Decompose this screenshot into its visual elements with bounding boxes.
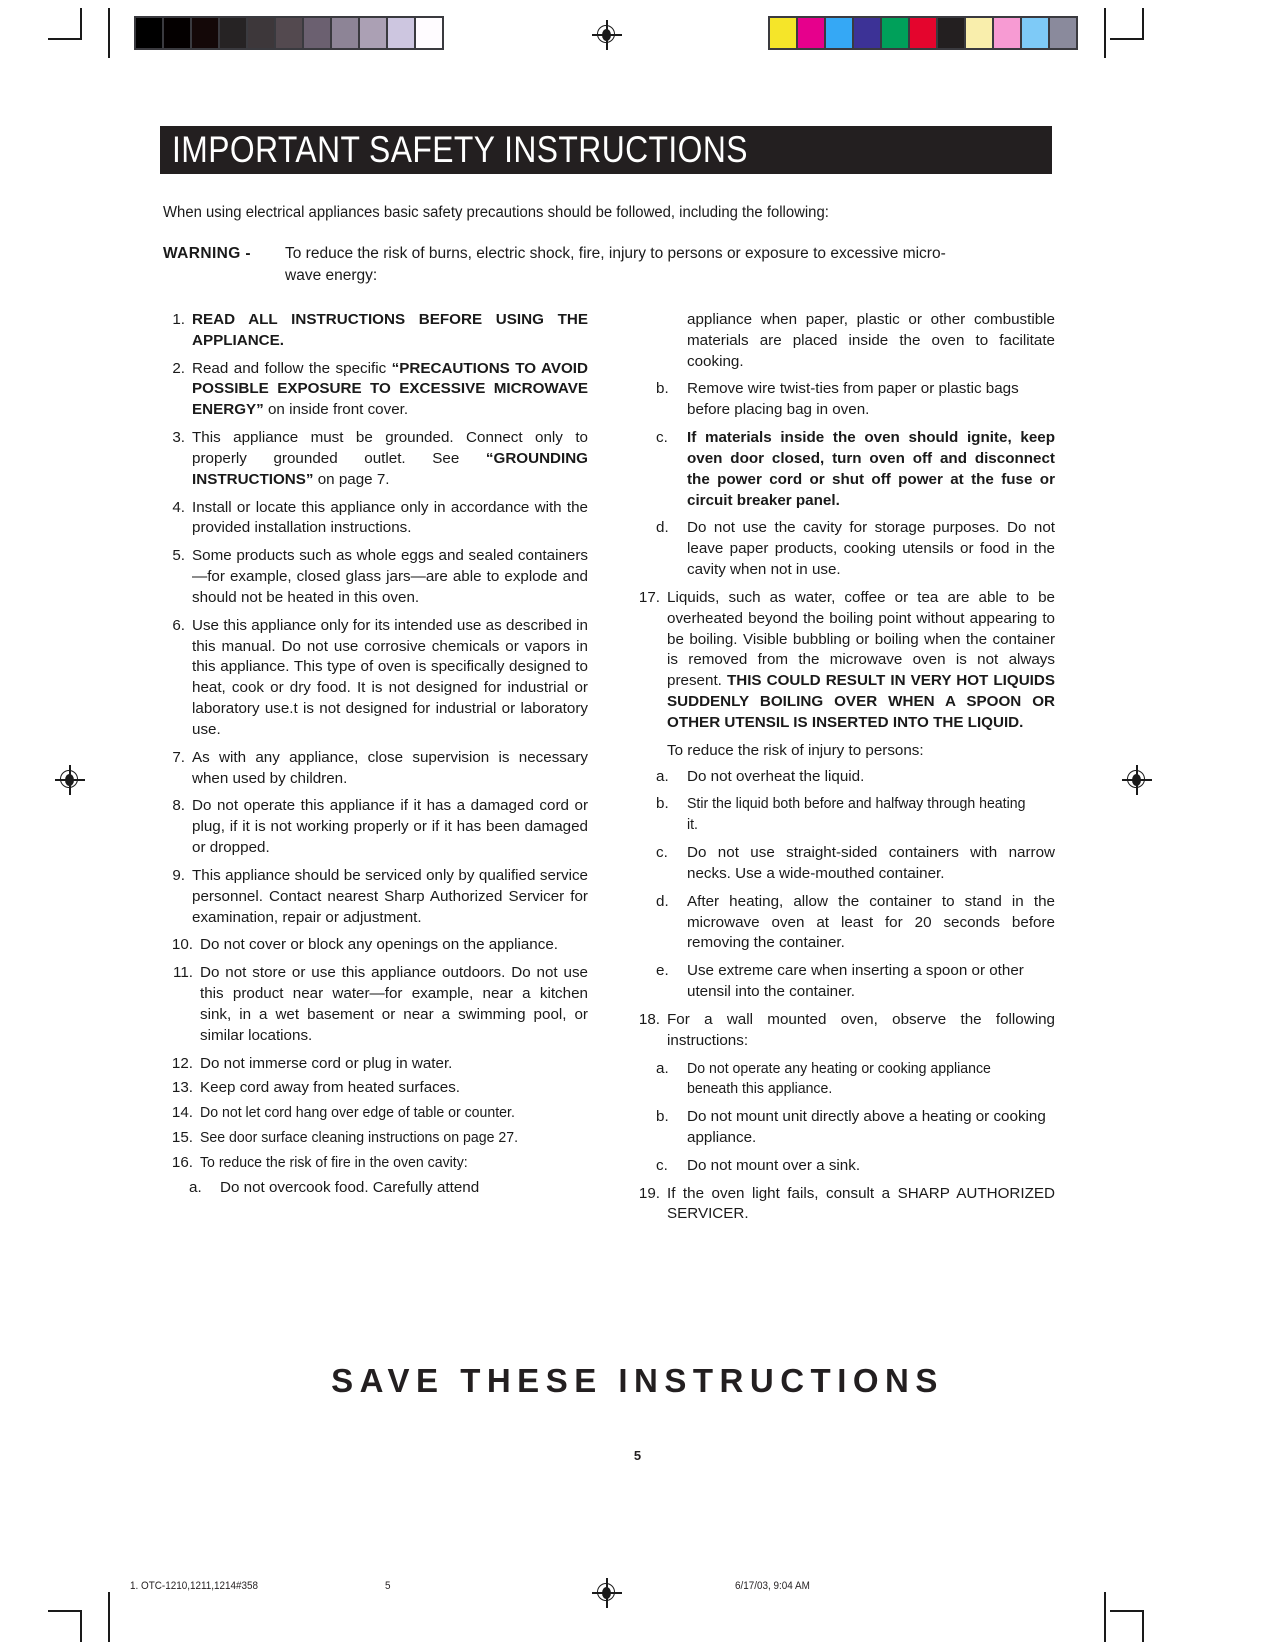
list-item [656,428,1055,511]
color-swatch-7 [938,18,964,48]
color-swatch-10 [1022,18,1048,48]
item-text [687,428,1055,511]
registration-target-top [592,20,622,50]
list-item [656,379,1055,421]
item-text-inner: Do not operate any heating or cooking appliance beneath this appliance. [687,1059,991,1098]
item-number: c. [656,1156,668,1174]
item-number: 10. [171,936,193,954]
crop-mark-top-left-h [48,38,82,40]
item-text [192,428,588,490]
page-title-banner [160,126,1052,174]
item-number: d. [656,892,669,910]
item-number: 3. [172,429,185,447]
item-number: 19. [638,1184,660,1202]
item-number: 12. [171,1054,193,1072]
item-number: a. [656,767,669,785]
item-text: Use extreme care when inserting a spoon or other utensil into the container. [687,962,1024,1001]
item-text: As with any appliance, close supervision is necessary when used by children. [192,748,588,787]
list-item [163,866,588,928]
intro-paragraph: When using electrical appliances basic safety precautions should be followed, including the following: [163,204,829,221]
list-item [163,796,588,858]
list-item [656,1156,1055,1177]
grayscale-swatch-11 [416,18,442,48]
list-item-continuation [656,310,1055,372]
list-item [656,767,1055,788]
grayscale-calibration-bar [134,16,444,50]
grayscale-swatch-3 [192,18,218,48]
item-number: 8. [172,797,185,815]
item-text: Do not mount over a sink. [687,1156,861,1174]
item-number: b. [656,795,669,813]
warning-text-line1: To reduce the risk of burns, electric shock, fire, injury to persons or exposure to excessive micro- [285,245,946,262]
item17-follow-text: To reduce the risk of injury to persons: [667,741,924,759]
list-item [163,1078,588,1099]
item-text: Do not overheat the liquid. [687,767,865,785]
item-text: Do not store or use this appliance outdoors. Do not use this product near water—for example, near a kitchen sink, in a wet basement or near a swimming pool, or similar locations. [200,964,588,1044]
list-item [163,546,588,608]
item-text: Do not operate this appliance if it has a damaged cord or plug, if it is not working properly or if it has been damaged or dropped. [192,797,588,857]
item-text: appliance when paper, plastic or other combustible materials are placed inside the oven to facilitate cooking. [687,311,1055,370]
list-item [163,428,588,490]
item-number: b. [656,380,669,398]
item-text: Do not use straight-sided containers with narrow necks. Use a wide-mouthed container. [687,844,1055,882]
list-item [163,310,588,352]
list-item [630,588,1055,734]
item-number: c. [656,429,668,447]
warning-label: WARNING - [163,245,251,262]
crop-mark-bottom-left-v [80,1610,82,1642]
item-text [192,359,588,421]
item-text: After heating, allow the container to stand in the microwave oven at least for 20 seconds before removing the container. [687,892,1055,952]
item-text [200,1128,588,1149]
colophon-filename: 1. OTC-1210,1211,1214#358 [130,1580,259,1592]
item-text-inner: Stir the liquid both before and halfway through heating it. [687,795,1026,834]
item-text: Remove wire twist-ties from paper or plastic bags before placing bag in oven. [687,380,1019,419]
grayscale-swatch-4 [220,18,246,48]
item-text-inner: Do not let cord hang over edge of table or counter. [200,1104,515,1122]
crop-mark-bottom-right-h [1110,1610,1144,1612]
color-swatch-6 [910,18,936,48]
item-text: Some products such as whole eggs and sealed containers—for example, closed glass jars—are able to explode and should not be heated in this oven. [192,547,588,606]
item-number: 1. [172,311,185,328]
item-number: 18. [638,1010,660,1028]
item-number: a. [189,1178,202,1196]
item-text: Do not mount unit directly above a heating or cooking appliance. [687,1108,1046,1146]
item-bold-text: “GROUNDING INSTRUCTIONS” [192,449,588,488]
crop-mark-bottom-left-bar [108,1592,110,1642]
item-pre-text: This appliance must be grounded. Connect only to properly grounded outlet. See [192,429,588,467]
color-swatch-3 [826,18,852,48]
item-text: Use this appliance only for its intended use as described in this manual. Do not use corrosive chemicals or vapors in this appliance. This type of oven is specifically designed to heat, cook or dry food. It is not designed for industrial or laboratory use.t is not designed for industrial or laboratory use. [192,616,588,738]
grayscale-swatch-6 [276,18,302,48]
color-swatch-2 [798,18,824,48]
list-item [163,963,588,1046]
left-column [163,310,588,1205]
list-item [189,1178,588,1199]
item-post-text: on inside front cover. [263,401,409,419]
crop-mark-top-left-bar [108,8,110,58]
item-text: Do not overcook food. Carefully attend [220,1178,480,1196]
list-item [163,1103,588,1124]
list-item [163,616,588,741]
list-item [656,1107,1055,1149]
page-number: 5 [633,1448,642,1463]
item-number: 7. [172,748,185,766]
colophon-timestamp: 6/17/03, 9:04 AM [735,1580,810,1592]
item-number: 2. [172,359,185,377]
item-bold-text: “PRECAUTIONS TO AVOID POSSIBLE EXPOSURE TO EXCESSIVE MICROWAVE ENERGY” [192,359,588,419]
item-post-text: on page 7. [313,470,390,488]
grayscale-swatch-8 [332,18,358,48]
list-item [656,961,1055,1003]
list-item [163,1054,588,1075]
warning-text-line2: wave energy: [285,266,378,284]
item-number: a. [656,1059,669,1077]
item-number: 11. [173,964,193,982]
warning-text [285,243,1055,286]
crop-mark-top-right-bar [1104,8,1106,58]
item-text-inner: To reduce the risk of fire in the oven cavity: [200,1153,468,1171]
item-text: Do not immerse cord or plug in water. [200,1054,453,1072]
item-text: Keep cord away from heated surfaces. [200,1079,461,1097]
item-number: e. [656,962,669,980]
item-text [200,1103,588,1124]
color-swatch-11 [1050,18,1076,48]
item-text: This appliance should be serviced only by qualified service personnel. Contact nearest Sharp Authorized Servicer for examination, repair or adjustment. [192,866,588,926]
list-item [656,843,1055,885]
item-number: 16. [171,1153,193,1171]
crop-mark-bottom-right-bar [1104,1592,1106,1642]
list-item [163,359,588,421]
list-item [163,935,588,956]
item-text: Do not cover or block any openings on the appliance. [200,936,558,954]
right-column [630,310,1055,1232]
item-text [687,794,1055,836]
item-text [192,310,588,352]
list-item [656,892,1055,954]
page-title: IMPORTANT SAFETY INSTRUCTIONS [172,129,748,170]
item-number: b. [656,1108,669,1126]
item-number: d. [656,519,669,537]
list-item [163,1128,588,1149]
crop-mark-bottom-left-h [48,1610,82,1612]
crop-mark-top-right-h [1110,38,1144,40]
item-pre-text: Read and follow the specific [192,359,392,377]
list-item [656,518,1055,580]
list-item [163,1153,588,1174]
color-swatch-9 [994,18,1020,48]
item-pre-text: Liquids, such as water, coffee or tea are able to be overheated beyond the boiling point without appearing to be boiling. Visible bubbling or boiling when the container is removed from the microwave oven is not always present. [667,588,1055,690]
item-text [687,1059,1055,1101]
item-text: Install or locate this appliance only in accordance with the provided installation instructions. [192,498,588,537]
item-bold-text: READ ALL INSTRUCTIONS BEFORE USING THE APPLIANCE. [192,311,588,349]
color-calibration-bar [768,16,1078,50]
grayscale-swatch-5 [248,18,274,48]
color-swatch-1 [770,18,796,48]
list-item [163,748,588,790]
grayscale-swatch-7 [304,18,330,48]
grayscale-swatch-9 [360,18,386,48]
list-item [656,794,1055,836]
crop-mark-top-left-v [80,8,82,40]
grayscale-swatch-10 [388,18,414,48]
registration-target-left [55,765,85,795]
colophon-page-number: 5 [385,1580,391,1592]
item-bold-text: If materials inside the oven should ignite, keep oven door closed, turn oven off and disconnect the power cord or shut off power at the fuse or circuit breaker panel. [687,429,1055,509]
item-number: 15. [171,1128,193,1146]
list-item [656,1059,1055,1101]
item-number: 14. [171,1104,193,1122]
crop-mark-top-right-v [1142,8,1144,40]
item-number: 13. [171,1079,193,1097]
crop-mark-bottom-right-v [1142,1610,1144,1642]
color-swatch-5 [882,18,908,48]
item-number: 4. [172,498,185,516]
item-number: c. [656,844,668,862]
two-column-body [163,310,1055,1330]
save-instructions-heading: SAVE THESE INSTRUCTIONS [331,1362,944,1399]
list-item [630,1184,1055,1226]
registration-target-right [1122,765,1152,795]
grayscale-swatch-2 [164,18,190,48]
item-text [667,588,1055,734]
item-number: 5. [172,547,185,565]
grayscale-swatch-1 [136,18,162,48]
list-item [630,1010,1055,1052]
registration-target-bottom [592,1578,622,1608]
color-swatch-4 [854,18,880,48]
item-number: 6. [172,616,185,634]
item-text [200,1153,588,1174]
warning-block [163,243,1055,286]
color-swatch-8 [966,18,992,48]
item-bold-text: THIS COULD RESULT IN VERY HOT LIQUIDS SUDDENLY BOILING OVER WHEN A SPOON OR OTHER UTENSIL IS INSERTED INTO THE LIQUID. [667,672,1056,731]
item-text: For a wall mounted oven, observe the following instructions: [667,1010,1055,1049]
item-text: Do not use the cavity for storage purposes. Do not leave paper products, cooking utensils or food in the cavity when not in use. [687,519,1055,579]
list-item [163,498,588,540]
item-number [656,310,687,372]
item-text-inner: See door surface cleaning instructions on page 27. [200,1128,519,1146]
item-text: If the oven light fails, consult a SHARP AUTHORIZED SERVICER. [667,1184,1055,1223]
item-number: 9. [172,866,185,884]
item-number: 17. [638,588,660,606]
